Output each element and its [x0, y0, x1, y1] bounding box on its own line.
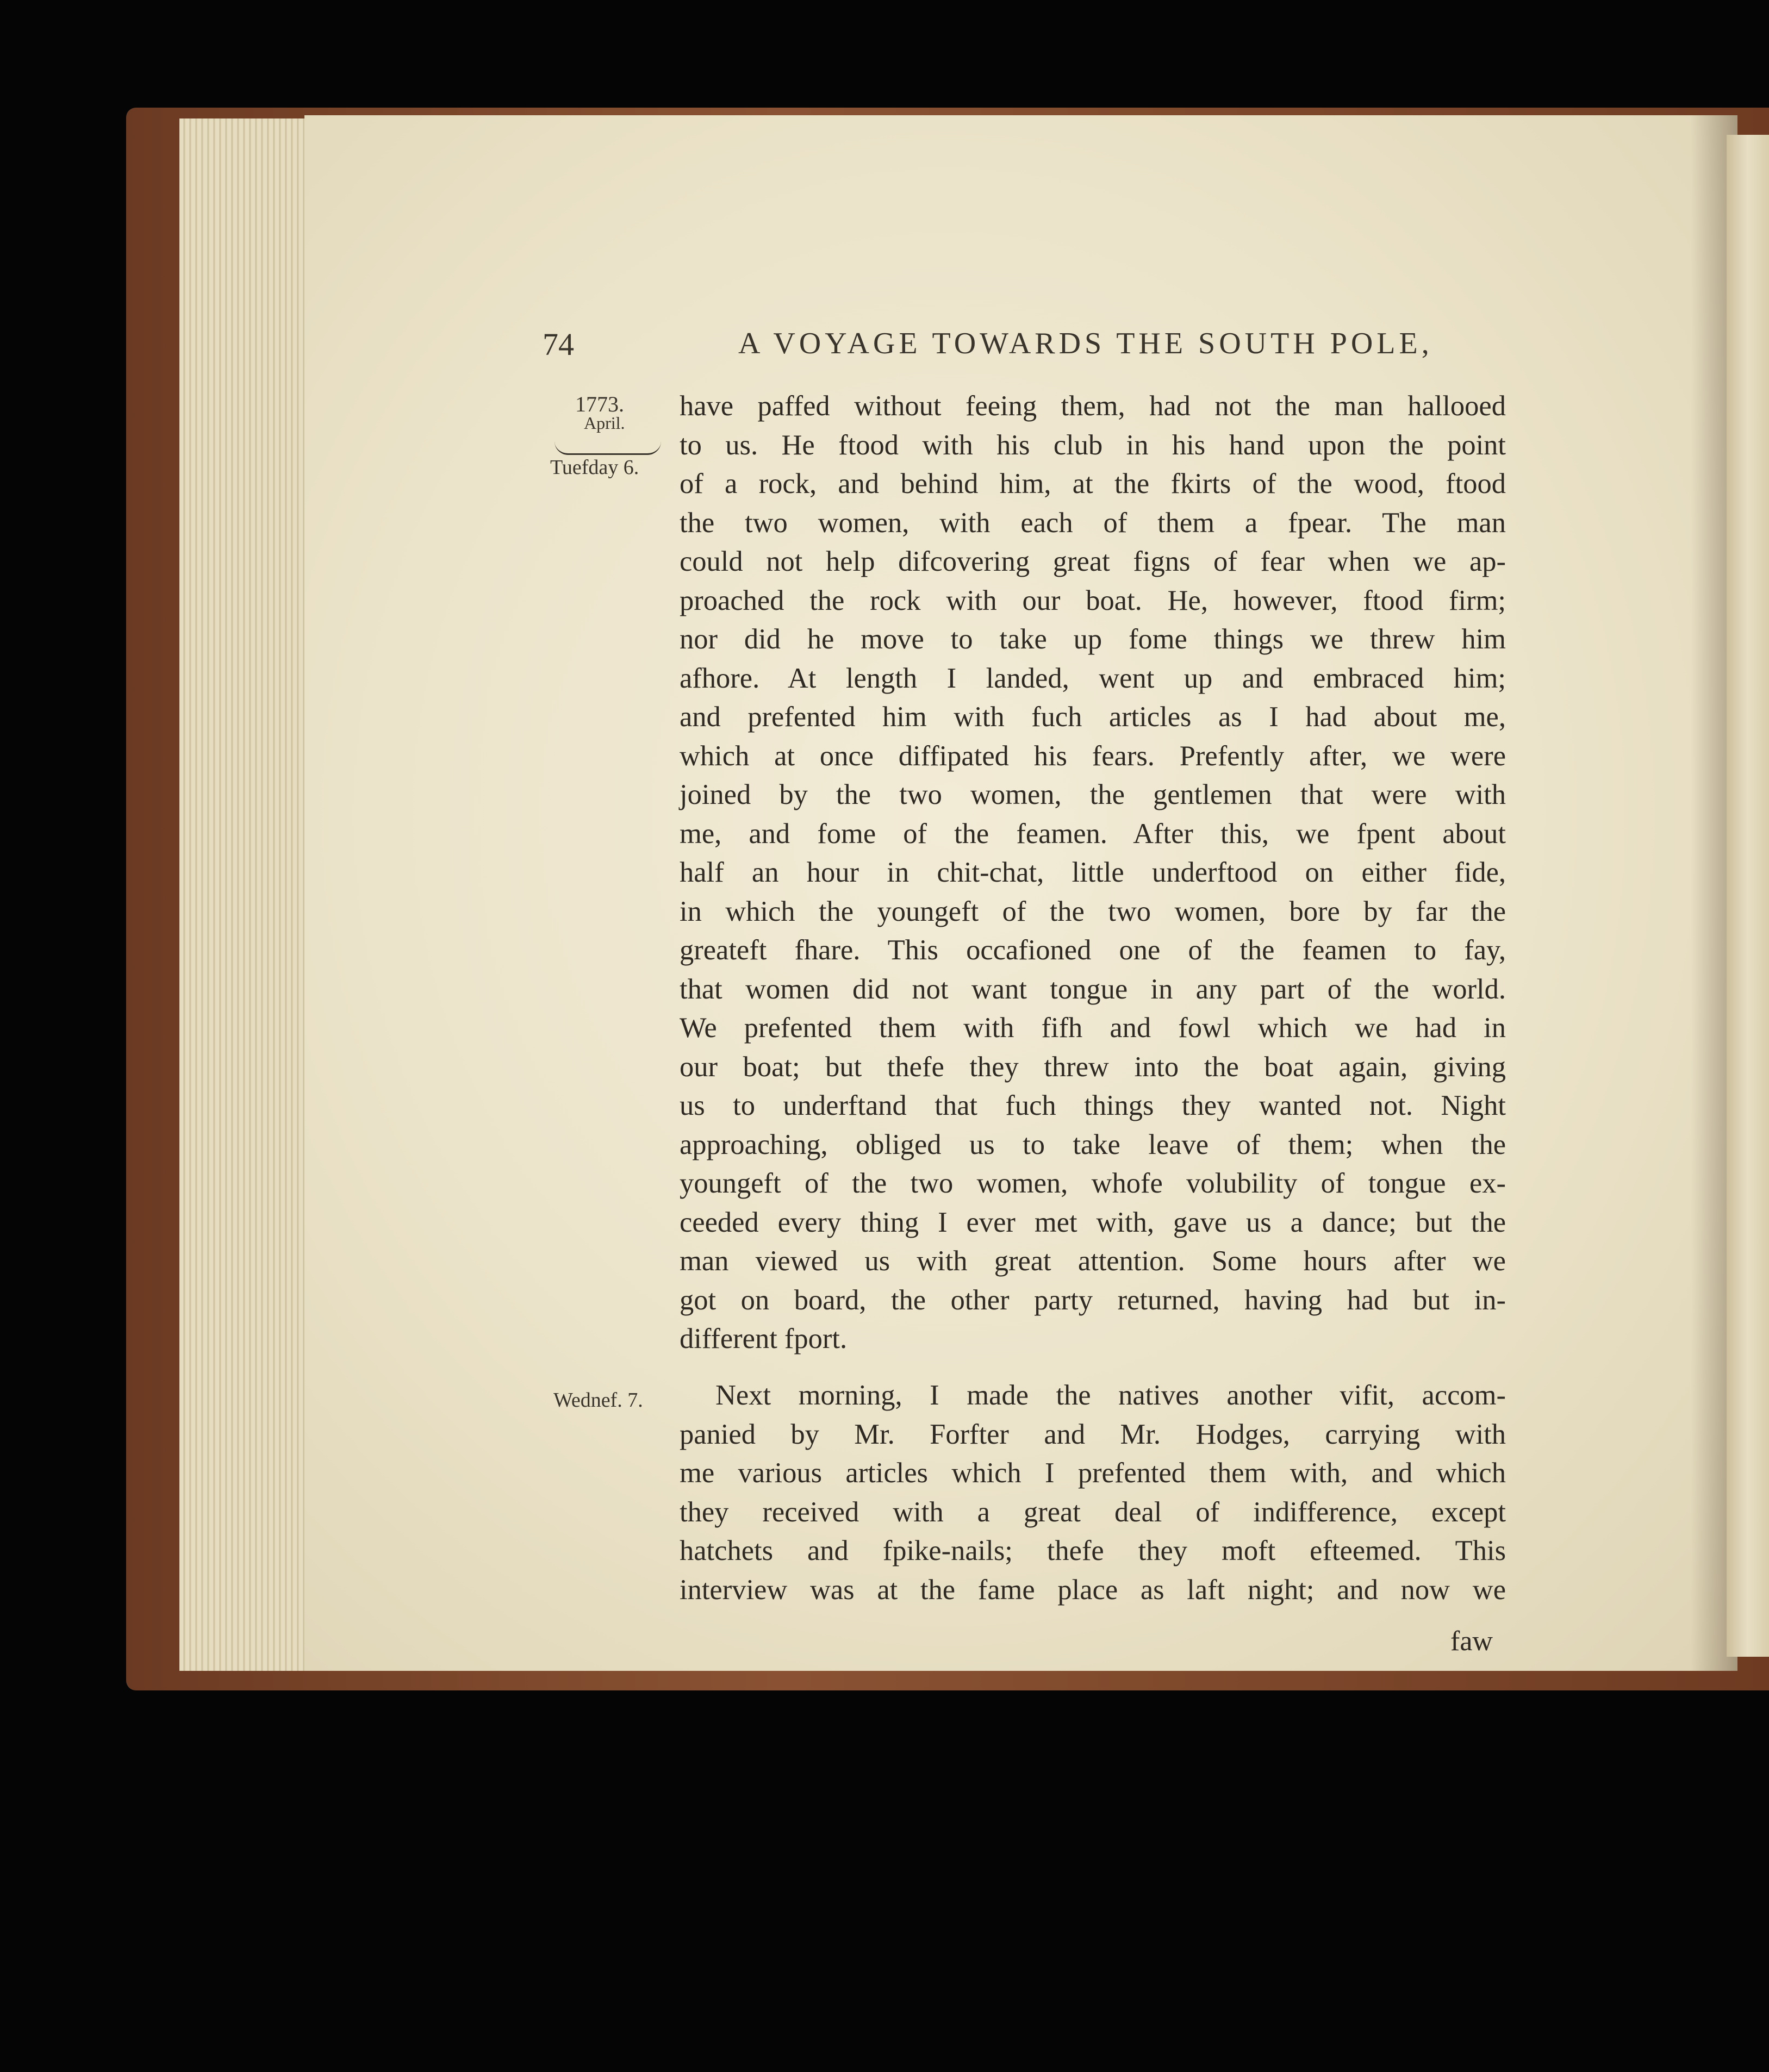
running-head-title: A VOYAGE TOWARDS THE SOUTH POLE, [738, 327, 1433, 360]
text-line: could not help difcovering great figns of fear when we ap- [680, 546, 1506, 577]
margin-brace [555, 441, 661, 455]
text-line: in which the youngeft of the two women, bore by far the [680, 895, 1506, 927]
facing-page-edge [1727, 135, 1769, 1657]
text-line: Next morning, I made the natives another vifit, accom- [715, 1380, 1506, 1411]
running-head [543, 326, 1505, 372]
text-line: hatchets and fpike-nails; thefe they moft efteemed. This [680, 1535, 1506, 1567]
catchword: faw [1450, 1626, 1493, 1657]
text-line: proached the rock with our boat. He, however, ftood firm; [680, 584, 1506, 616]
text-line: they received with a great deal of indifference, except [680, 1496, 1506, 1528]
margin-year: 1773. [575, 392, 624, 416]
text-line: joined by the two women, the gentlemen that were with [680, 779, 1506, 810]
text-line: us to underftand that fuch things they wanted not. Night [680, 1090, 1506, 1121]
text-line: and prefented him with fuch articles as I had about me, [680, 701, 1506, 733]
text-line: different fport. [680, 1323, 848, 1355]
text-line: We prefented them with fifh and fowl which we had in [680, 1012, 1506, 1044]
text-line: the two women, with each of them a fpear. The man [680, 507, 1506, 539]
text-line: greateft fhare. This occafioned one of the feamen to fay, [680, 934, 1506, 966]
paragraph-2 [680, 1376, 1506, 1609]
text-line: interview was at the fame place as laft night; and now we [680, 1574, 1506, 1606]
text-line: have paffed without feeing them, had not the man hallooed [680, 390, 1506, 422]
page-edges [179, 118, 315, 1671]
text-line: youngeft of the two women, whofe volubility of tongue ex- [680, 1168, 1506, 1199]
text-line: half an hour in chit-chat, little underftood on either fide, [680, 857, 1506, 888]
text-line: man viewed us with great attention. Some hours after we [680, 1245, 1506, 1277]
text-line: our boat; but thefe they threw into the boat again, giving [680, 1051, 1506, 1083]
margin-date-wednesday: Wednef. 7. [553, 1389, 643, 1412]
page-number: 74 [543, 327, 574, 362]
text-line: got on board, the other party returned, having had but in- [680, 1284, 1506, 1316]
margin-month: April. [584, 413, 625, 433]
text-line: of a rock, and behind him, at the fkirts of the wood, ftood [680, 468, 1506, 500]
paragraph-1 [680, 387, 1506, 1359]
margin-date-tuesday: Tuefday 6. [550, 456, 639, 479]
text-line: me, and fome of the feamen. After this, we fpent about [680, 817, 1506, 850]
text-line: ceeded every thing I ever met with, gave us a dance; but the [680, 1206, 1506, 1238]
text-line: that women did not want tongue in any part of the world. [680, 973, 1506, 1005]
text-line: to us. He ftood with his club in his hand upon the point [680, 429, 1506, 461]
text-line: me various articles which I prefented them with, and which [680, 1457, 1506, 1489]
text-line: approaching, obliged us to take leave of them; when the [680, 1128, 1506, 1160]
text-line: afhore. At length I landed, went up and embraced him; [680, 662, 1506, 694]
text-line: which at once diffipated his fears. Prefently after, we were [680, 740, 1506, 772]
text-line: nor did he move to take up fome things we threw him [680, 623, 1506, 655]
text-line: panied by Mr. Forfter and Mr. Hodges, carrying with [680, 1418, 1506, 1450]
